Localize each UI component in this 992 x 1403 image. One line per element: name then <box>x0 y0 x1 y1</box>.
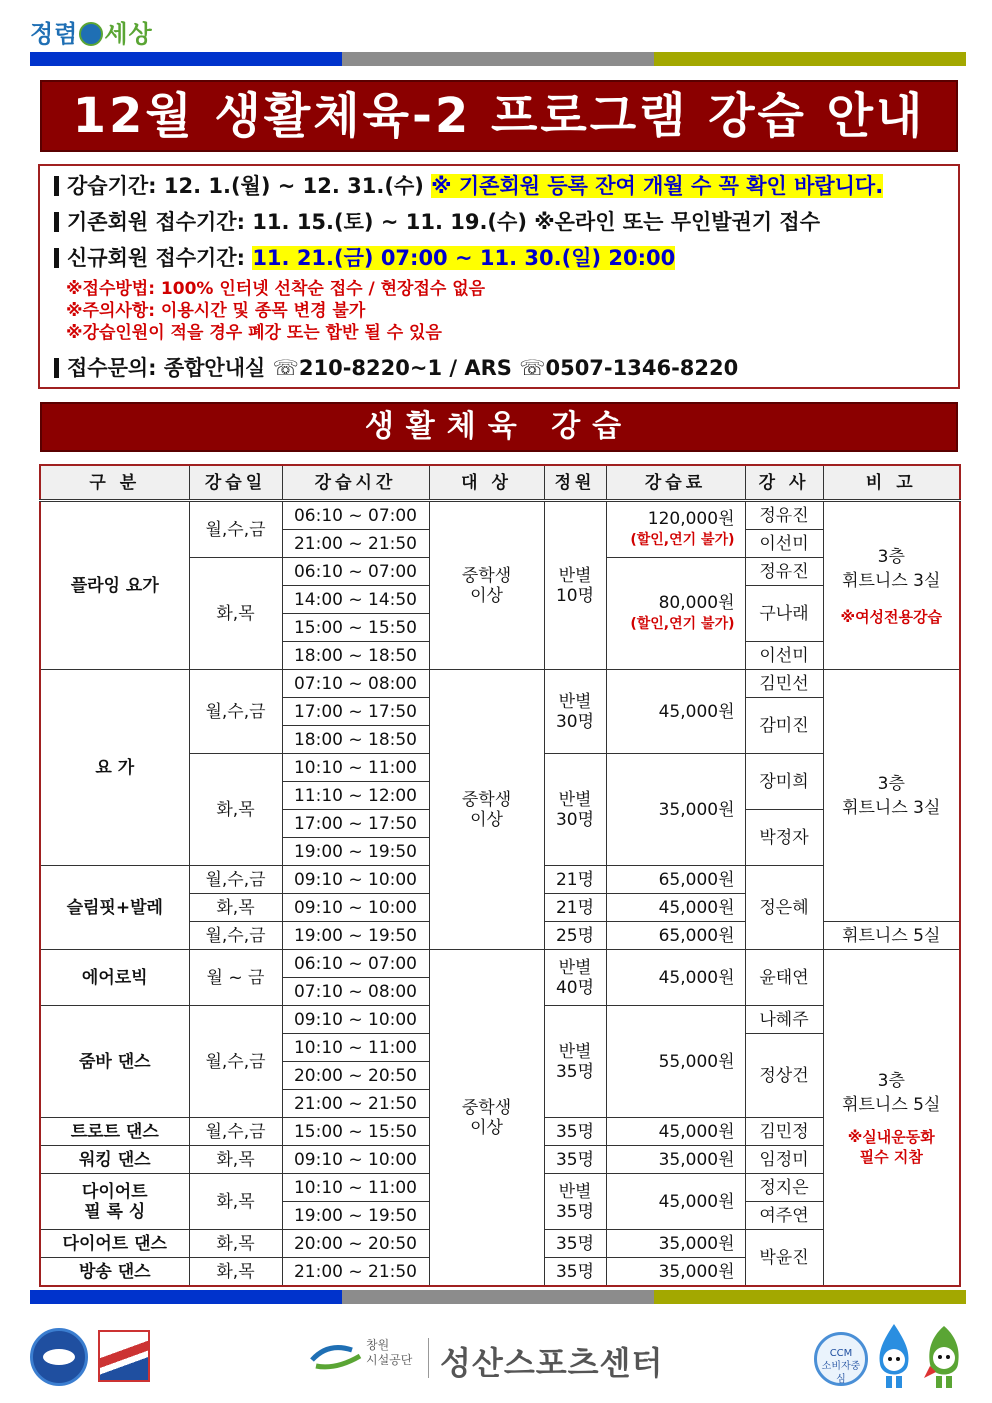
table-row <box>40 670 960 698</box>
ccm-badge-icon: CCM 소비자중심 <box>814 1332 868 1386</box>
capacity-cell: 21명 <box>544 866 606 894</box>
fee-cell: 35,000원 <box>606 1230 745 1258</box>
program-name: 줌바 댄스 <box>40 1006 189 1118</box>
changwon-logo-icon <box>308 1340 368 1374</box>
instructor-cell: 나혜주 <box>745 1006 823 1034</box>
header-cell: 비 고 <box>823 465 960 501</box>
capacity-cell: 35명 <box>544 1230 606 1258</box>
time-cell: 18:00 ~ 18:50 <box>282 642 429 670</box>
days-cell: 월,수,금 <box>189 1006 282 1118</box>
bottom-color-bar <box>30 1290 966 1304</box>
capacity-cell: 35명 <box>544 1146 606 1174</box>
fee-cell: 45,000원 <box>606 894 745 922</box>
section-title: 생활체육 강습 <box>40 402 958 452</box>
program-name: 트로트 댄스 <box>40 1118 189 1146</box>
time-cell: 19:00 ~ 19:50 <box>282 838 429 866</box>
room-note: 3층 휘트니스 3실 <box>842 546 941 591</box>
note-item: ※강습인원이 적을 경우 폐강 또는 합반 될 수 있음 <box>66 323 442 343</box>
note-cell: 휘트니스 5실 <box>823 922 960 950</box>
header-cell: 강 사 <box>745 465 823 501</box>
program-name: 워킹 댄스 <box>40 1146 189 1174</box>
instructor-cell: 구나래 <box>745 586 823 642</box>
fee-cell <box>606 558 745 670</box>
time-cell: 09:10 ~ 10:00 <box>282 1006 429 1034</box>
slogan-circle-icon <box>79 22 103 46</box>
time-cell: 10:10 ~ 11:00 <box>282 1174 429 1202</box>
time-cell: 21:00 ~ 21:50 <box>282 1258 429 1287</box>
time-cell: 06:10 ~ 07:00 <box>282 558 429 586</box>
instructor-cell: 감미진 <box>745 698 823 754</box>
contact-line <box>54 350 958 386</box>
instructor-cell: 정유진 <box>745 501 823 530</box>
time-cell: 15:00 ~ 15:50 <box>282 1118 429 1146</box>
instructor-cell: 정은혜 <box>745 866 823 950</box>
time-cell: 10:10 ~ 11:00 <box>282 754 429 782</box>
fee-cell: 55,000원 <box>606 1006 745 1118</box>
header-cell: 정원 <box>544 465 606 501</box>
info-box <box>38 164 960 389</box>
new-member-line <box>54 240 958 276</box>
instructor-cell: 정지은 <box>745 1174 823 1202</box>
time-cell: 06:10 ~ 07:00 <box>282 501 429 530</box>
time-cell: 09:10 ~ 10:00 <box>282 1146 429 1174</box>
table-row <box>40 501 960 530</box>
instructor-cell: 윤태연 <box>745 950 823 1006</box>
footer <box>0 1310 992 1400</box>
days-cell: 월,수,금 <box>189 866 282 894</box>
fee-note: (할인,연기 불가) <box>630 532 735 548</box>
instructor-cell: 여주연 <box>745 1202 823 1230</box>
fee-cell: 45,000원 <box>606 950 745 1006</box>
center-name: 성산스포츠센터 <box>440 1344 664 1382</box>
time-cell: 20:00 ~ 20:50 <box>282 1062 429 1090</box>
instructor-cell: 정상건 <box>745 1034 823 1118</box>
contact-text: 접수문의: 종합안내실 ☏210-8220~1 / ARS ☏0507-1346-8220 <box>67 356 739 380</box>
fee-cell: 65,000원 <box>606 922 745 950</box>
instructor-cell: 박윤진 <box>745 1230 823 1287</box>
time-cell: 06:10 ~ 07:00 <box>282 950 429 978</box>
schedule-table <box>39 464 961 1287</box>
human-rights-logo-icon <box>30 1328 88 1386</box>
fee-value: 120,000원 <box>647 509 735 529</box>
fee-note: (할인,연기 불가) <box>630 616 735 632</box>
existing-member-text: 기존회원 접수기간: 11. 15.(토) ~ 11. 19.(수) ※온라인 또는 무인발권기 접수 <box>67 210 821 234</box>
target-cell: 중학생 이상 <box>429 670 544 950</box>
capacity-cell: 반별 35명 <box>544 1174 606 1230</box>
instructor-cell: 정유진 <box>745 558 823 586</box>
capacity-cell: 반별 35명 <box>544 1006 606 1118</box>
header-cell: 강습시간 <box>282 465 429 501</box>
program-name: 에어로빅 <box>40 950 189 1006</box>
existing-member-line <box>54 204 958 240</box>
top-color-bar <box>30 52 966 66</box>
time-cell: 14:00 ~ 14:50 <box>282 586 429 614</box>
time-cell: 17:00 ~ 17:50 <box>282 698 429 726</box>
capacity-cell: 반별 30명 <box>544 754 606 866</box>
page-title: 12월 생활체육-2 프로그램 강습 안내 <box>40 80 958 152</box>
header-cell: 강습료 <box>606 465 745 501</box>
days-cell: 월,수,금 <box>189 670 282 754</box>
note-cell: 3층 휘트니스 3실 <box>823 670 960 922</box>
time-cell: 21:00 ~ 21:50 <box>282 1090 429 1118</box>
fee-cell: 35,000원 <box>606 1146 745 1174</box>
days-cell: 화,목 <box>189 894 282 922</box>
period-highlight: ※ 기존회원 등록 잔여 개월 수 꼭 확인 바랍니다. <box>431 174 884 198</box>
instructor-cell: 임정미 <box>745 1146 823 1174</box>
slogan-text-b: 세상 <box>104 20 153 48</box>
program-name: 방송 댄스 <box>40 1258 189 1287</box>
period-label: 강습기간: 12. 1.(월) ~ 12. 31.(수) <box>67 174 424 198</box>
program-name: 다이어트 댄스 <box>40 1230 189 1258</box>
note-item: ※접수방법: 100% 인터넷 선착순 접수 / 현장접수 없음 <box>66 279 486 299</box>
fee-cell: 35,000원 <box>606 754 745 866</box>
days-cell: 화,목 <box>189 1146 282 1174</box>
fee-value: 80,000원 <box>658 593 735 613</box>
program-name: 슬림핏+발레 <box>40 866 189 950</box>
capacity-cell: 반별 40명 <box>544 950 606 1006</box>
days-cell: 월,수,금 <box>189 501 282 558</box>
days-cell: 월 ~ 금 <box>189 950 282 1006</box>
days-cell: 월,수,금 <box>189 922 282 950</box>
target-cell: 중학생 이상 <box>429 501 544 670</box>
table-header-row <box>40 465 960 501</box>
target-cell: 중학생 이상 <box>429 950 544 1287</box>
fee-cell: 45,000원 <box>606 670 745 754</box>
capacity-cell: 25명 <box>544 922 606 950</box>
header-cell: 강습일 <box>189 465 282 501</box>
instructor-cell: 이선미 <box>745 642 823 670</box>
instructor-cell: 김민정 <box>745 1118 823 1146</box>
time-cell: 10:10 ~ 11:00 <box>282 1034 429 1062</box>
header-cell: 구 분 <box>40 465 189 501</box>
logo-divider <box>428 1338 429 1378</box>
slogan-logo <box>30 14 153 49</box>
capacity-cell: 35명 <box>544 1118 606 1146</box>
fee-cell: 65,000원 <box>606 866 745 894</box>
time-cell: 19:00 ~ 19:50 <box>282 1202 429 1230</box>
days-cell: 월,수,금 <box>189 1118 282 1146</box>
fee-cell <box>606 501 745 558</box>
capacity-cell: 반별 10명 <box>544 501 606 670</box>
slogan-text-a: 정렴 <box>30 20 79 48</box>
new-member-highlight: 11. 21.(금) 07:00 ~ 11. 30.(일) 20:00 <box>252 246 676 270</box>
fee-cell: 45,000원 <box>606 1174 745 1230</box>
note-item: ※주의사항: 이용시간 및 종목 변경 불가 <box>66 301 366 321</box>
program-name: 다이어트 필 록 싱 <box>40 1174 189 1230</box>
capacity-cell: 반별 30명 <box>544 670 606 754</box>
days-cell: 화,목 <box>189 754 282 866</box>
note-cell <box>823 950 960 1287</box>
header-cell: 대 상 <box>429 465 544 501</box>
time-cell: 07:10 ~ 08:00 <box>282 670 429 698</box>
period-line <box>54 168 958 204</box>
org-small-name: 창원 시설공단 <box>366 1338 413 1367</box>
note-cell <box>823 501 960 670</box>
time-cell: 11:10 ~ 12:00 <box>282 782 429 810</box>
notes <box>54 278 958 344</box>
women-only-note: ※여성전용강습 <box>840 607 943 626</box>
shoes-note: ※실내운동화 필수 지참 <box>847 1127 935 1166</box>
mascot-green-icon <box>922 1322 966 1392</box>
days-cell: 화,목 <box>189 1258 282 1287</box>
program-name: 요 가 <box>40 670 189 866</box>
time-cell: 19:00 ~ 19:50 <box>282 922 429 950</box>
time-cell: 15:00 ~ 15:50 <box>282 614 429 642</box>
capacity-cell: 21명 <box>544 894 606 922</box>
instructor-cell: 박정자 <box>745 810 823 866</box>
new-member-label: 신규회원 접수기간: <box>67 246 245 270</box>
program-name: 플라잉 요가 <box>40 501 189 670</box>
instructor-cell: 김민선 <box>745 670 823 698</box>
days-cell: 화,목 <box>189 1174 282 1230</box>
days-cell: 화,목 <box>189 558 282 670</box>
room-note: 3층 휘트니스 5실 <box>842 1070 941 1115</box>
certification-logo-icon <box>98 1330 150 1382</box>
time-cell: 09:10 ~ 10:00 <box>282 894 429 922</box>
time-cell: 20:00 ~ 20:50 <box>282 1230 429 1258</box>
time-cell: 09:10 ~ 10:00 <box>282 866 429 894</box>
instructor-cell: 이선미 <box>745 530 823 558</box>
instructor-cell: 장미희 <box>745 754 823 810</box>
mascot-blue-icon <box>872 1322 916 1392</box>
days-cell: 화,목 <box>189 1230 282 1258</box>
table-row <box>40 950 960 978</box>
time-cell: 21:00 ~ 21:50 <box>282 530 429 558</box>
fee-cell: 35,000원 <box>606 1258 745 1287</box>
capacity-cell: 35명 <box>544 1258 606 1287</box>
time-cell: 18:00 ~ 18:50 <box>282 726 429 754</box>
time-cell: 07:10 ~ 08:00 <box>282 978 429 1006</box>
fee-cell: 45,000원 <box>606 1118 745 1146</box>
time-cell: 17:00 ~ 17:50 <box>282 810 429 838</box>
